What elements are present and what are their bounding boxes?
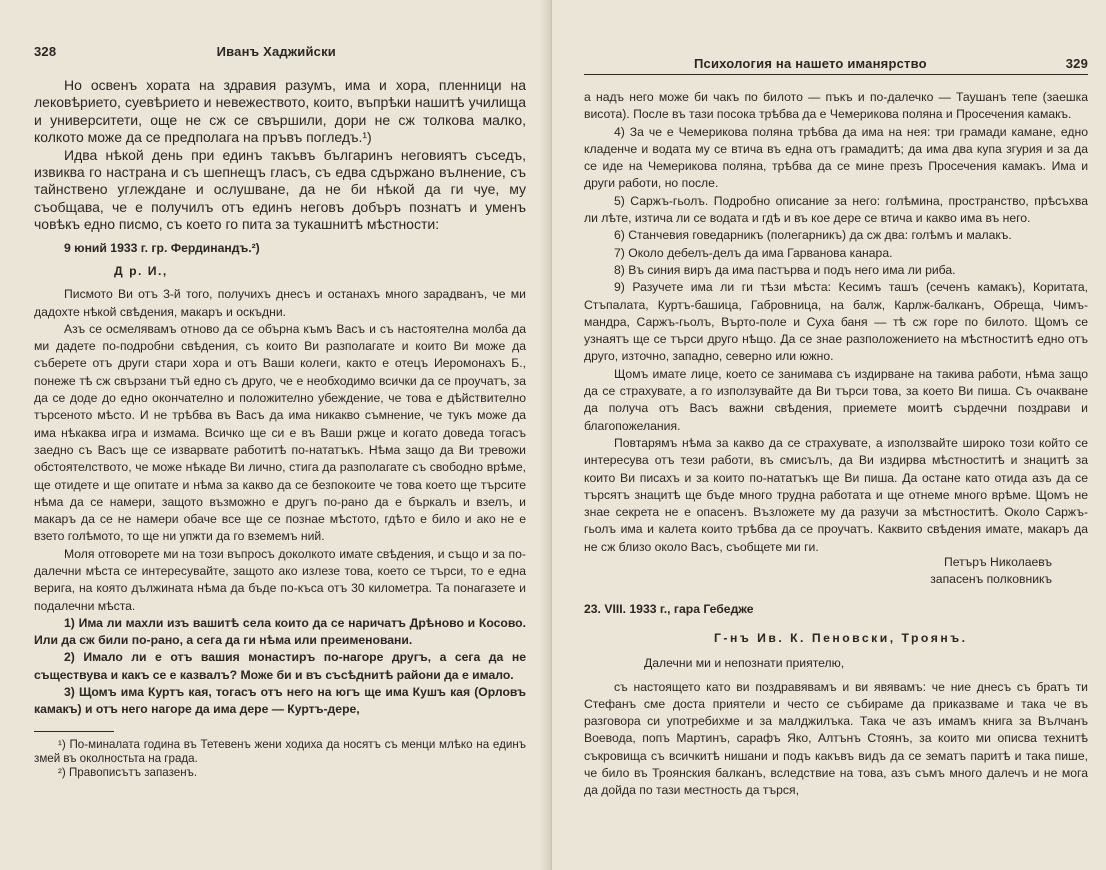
list-item: 2) Имало ли е отъ вашия монастиръ по-нагоре другъ, а сега да не съществува и какъ се е казвалъ? Може би и въ съсѣднитѣ райони да е имало. — [34, 650, 526, 682]
paragraph: Щомъ имате лице, което се занимава съ издирване на такива работи, нѣма защо да се страхувате, а го използувайте да Ви търси това, за което Ви пиша. Съ очакване да получа отъ Васъ важни свѣдения, приемете моитѣ сърдечни поздрави и благопожелания. — [584, 366, 1088, 433]
footnote: ¹) По-миналата година въ Тетевенъ жени ходиха да носятъ съ менци млѣко на единъ змей въ околностьта на града. — [34, 737, 526, 765]
left-page — [0, 0, 552, 870]
paragraph: Азъ се осмелявамъ отново да се обърна къмъ Васъ и съ настоятелна молба да ми дадете по-подробни свѣдения, съ които Ви разполагате и които Ви може да съберете отъ други стари хора и отъ Ваши колеги, както е отецъ Иеромонахъ Б., понеже тѣ сж свързани тъй едно съ друго, че е необходимо всички да се проучатъ, за да се доде до едно окончателно и положително убеждение, че това е дѣйствително търсеното мѣсто. И не трѣбва въ Васъ да има никакво съмнение, че тукъ може да има нѣкаква игра и измама. Всичко ще си е въ Ваши ржце и когато доведа тогасъ заедно съ Васъ ще се изварвате работитѣ по-нататъкъ. Нѣма защо да Ви тревожи обстоятелството, че може нѣкаде Ви лично, стига да разполагате съ свободно врѣме, ще отидете и ще опитате и нѣма за какво да се безпокоите че това което ще търсите нѣма да се намери, защото възможно е другъ по-рано да е бъркалъ и взелъ, и макаръ да се не намери обаче все ще се познае мѣстото, гдѣто е било и ако не е взето голѣмото, то ще ни упжти да го вземемъ ний. — [34, 321, 526, 544]
paragraph: Повтарямъ нѣма за какво да се страхувате, а използвайте широко този който се интересува отъ тези работи, въ смисълъ, да Ви издирва мѣстноститѣ и знацитѣ за които Ви писахъ и за които по-нататъкъ ще Ви пиша. Да остане като отида азъ да се търсятъ знацитѣ ще бъде много трудна работата и ще отнеме много врѣме. Щомъ не знае секрета не е опасенъ. Възложете му да разучи за мѣстноститѣ. Около Саржъ-гьолъ има и калета които трѣбва да се проучатъ. Каквито свѣдения имате, макаръ да не сж близо около Васъ, съобщете ми ги. — [584, 435, 1088, 554]
right-page — [552, 0, 1106, 870]
letter-text — [34, 240, 526, 719]
page-number: 329 — [1065, 56, 1088, 71]
list-item: 9) Разучете има ли ги тѣзи мѣста: Кесимъ ташъ (сеченъ камакъ), Коритата, Стъпалата, Куртъ-башица, Габровница, на балж, Карлж-балканъ, Обреща, Чимъ-мандра, Саржъ-гьолъ, Върто-поле и Суха баня — тѣ сж горе по билото. Щомъ се узнаятъ ще се търси друго нѣщо. Да се знае разположението на мѣстноститѣ едно отъ друго, източно, западно, северно или южно. — [584, 280, 1088, 364]
list-item: 4) За че е Чемерикова поляна трѣбва да има на нея: три грамади камане, едно кладенче и водата му се втича въ една отъ грамадитѣ; да има два купа згурия и за да се иде на Чемерикова поляна, трѣбва да се мине презъ Просечения камакъ. Има и други работи, но после. — [584, 124, 1088, 191]
paragraph: Писмото Ви отъ 3-й того, получихъ днесъ и останахъ много зарадванъ, че ми дадохте нѣкой свѣдения, макаръ и оскъдни. — [34, 287, 526, 319]
signature-name: Петъръ Николаевъ — [943, 555, 1052, 570]
paragraph: Идва нѣкой день при единъ такъвъ българинъ неговиятъ съседъ, извиква го настрана и съ шепнещъ гласъ, съ едва сдържано вълнение, съ тайнствено углеждане и ослушване, да не би нѣкой да ги чуе, му съобщава, че е получилъ отъ единъ неговъ добъръ познатъ и уменъ човѣкъ едно писмо, съ което го пита за тукашнитѣ мѣстности: — [34, 146, 526, 233]
second-letter-date: 23. VIII. 1933 г., гара Гебедже — [584, 601, 754, 616]
greeting: Далечни ми и непознати приятелю, — [644, 656, 845, 671]
list-item: 8) Въ синия виръ да има пастърва и подъ него има ли риба. — [614, 262, 956, 277]
intro-text — [34, 77, 526, 234]
addressee: Г-нъ Ив. К. Пеновски, Троянъ. — [714, 630, 968, 645]
letter-salutation: Д р. И., — [114, 263, 168, 278]
footnote: ²) Правописътъ запазенъ. — [58, 765, 198, 779]
letter-date: 9 юний 1933 г. гр. Фердинандъ.²) — [64, 240, 260, 255]
paragraph: Моля отговорете ми на този въпросъ доколкото имате свѣдения, и също и за по-далечни мѣста се интересувайте, защото ако излезе това, което се търси, то е една верига, на която дължината нѣма да бъде по-късa отъ 30 километра. Та понагазете и подалечни мѣста. — [34, 546, 526, 613]
list-item: 5) Саржъ-гьолъ. Подробно описание за него: голѣмина, пространство, прѣсъхва ли лѣте, изтича ли се водата и гдѣ и въ кое дере се втича и какво има въ него. — [584, 193, 1088, 226]
list-item: 3) Щомъ има Куртъ кая, тогасъ отъ него на югъ ще има Кушъ кая (Орловъ камакъ) и отъ него нагоре да има дере — Куртъ-дере, — [34, 685, 526, 717]
paragraph: съ настоящето като ви поздравявамъ и ви явявамъ: че ние днесъ съ братъ ти Стефанъ сме доста приятели и често се събираме да приказваме и така че въ разговора си употребихме и за малджилъка. Така че азъ имамъ книга за Вълчанъ Воевода, попъ Мартинъ, сарафъ Яко, Алтънъ Стоянъ, за които ми описва технитѣ съкровища съ всичкитѣ нишани и подъ какъвъ видъ да се зематъ паритѣ и така пише, че било въ Троянския балканъ, вследствие на това, азъ съмъ много далечъ и не мога да дойда по тази местность да търся, — [584, 679, 1088, 798]
running-title: Психология на нашето иманярство — [694, 56, 927, 71]
paragraph: а надъ него може би чакъ по билото — пъкъ и по-далечко — Таушанъ тепе (заешка висота). После въ тази посока трѣбва да е Чемерикова поляна и Просечения камакъ. — [584, 90, 1088, 122]
running-head-left — [34, 44, 526, 63]
footnotes — [34, 738, 526, 780]
footnote-rule — [34, 731, 114, 732]
running-head-right — [584, 56, 1088, 75]
list-item: 7) Около дебелъ-делъ да има Гарванова канара. — [614, 245, 893, 260]
signature-rank: запасенъ полковникъ — [930, 572, 1052, 587]
list-item: 6) Станчевия говедарникъ (полегарникъ) да сж два: голѣмъ и малакъ. — [614, 228, 1012, 243]
list-item: 1) Има ли махли изъ вашитѣ села които да се наричатъ Дрѣново и Косово. Или да сж били по-рано, а сега да ги нѣма или преименовани. — [34, 615, 526, 648]
page-number: 328 — [34, 44, 57, 59]
letter-continued — [584, 89, 1088, 800]
paragraph: Но освенъ хората на здравия разумъ, има и хора, пленници на лековѣрието, суевѣрието и невежеството, които, въпрѣки нашитѣ училища и университети, още не сж се свършили, дори не сж толкова малко, колкото може да се предполага на пръвъ погледъ.¹) — [34, 77, 526, 146]
running-title: Иванъ Хаджийски — [216, 44, 336, 59]
